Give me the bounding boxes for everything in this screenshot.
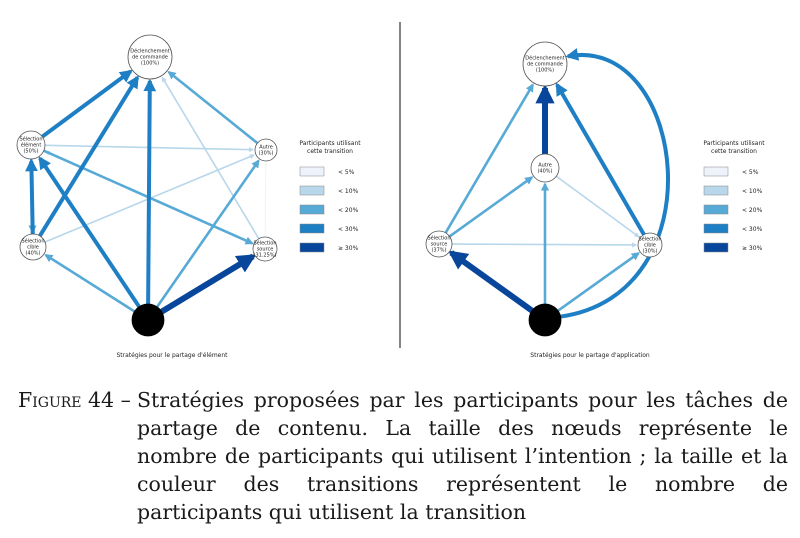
legend-swatch bbox=[300, 186, 324, 195]
legend-title: cette transition bbox=[711, 148, 757, 155]
legend-swatch bbox=[300, 205, 324, 214]
edge-element-autre-to-declenchement bbox=[169, 72, 258, 143]
node-application-start bbox=[529, 304, 561, 336]
node-label-element-selection-element: (50%) bbox=[23, 148, 39, 155]
legend-label: < 5% bbox=[742, 169, 759, 176]
legend-label: < 30% bbox=[338, 226, 359, 233]
node-label-application-autre: (40%) bbox=[537, 168, 553, 175]
node-label-application-selection-cible: cible bbox=[644, 242, 656, 249]
legend-label: < 20% bbox=[742, 207, 763, 214]
node-label-element-selection-source: Sélection bbox=[253, 240, 277, 247]
legend-label: ≥ 30% bbox=[338, 245, 359, 252]
figure-caption bbox=[18, 386, 788, 526]
legend-swatch bbox=[704, 205, 728, 214]
edge-element-selection_source-to-autre bbox=[265, 163, 266, 237]
edge-element-start-to-declenchement bbox=[148, 81, 150, 304]
edge-element-selection_cible-to-selection_element bbox=[31, 161, 32, 234]
node-label-element-declenchement: Déclenchement bbox=[130, 48, 170, 55]
node-label-application-selection-source: (37%) bbox=[431, 247, 447, 254]
node-label-application-selection-source: source bbox=[430, 241, 448, 248]
node-label-element-declenchement: de commande bbox=[132, 54, 168, 61]
legend-swatch bbox=[704, 186, 728, 195]
panel-element-sharing bbox=[17, 35, 277, 359]
subcaption-element: Stratégies pour le partage d'élément bbox=[116, 352, 228, 359]
edges-element bbox=[31, 71, 266, 311]
node-label-element-selection-source: source bbox=[256, 246, 274, 253]
edge-element-start-to-selection_source bbox=[162, 256, 253, 311]
legend-label: < 10% bbox=[338, 188, 359, 195]
legend-swatch bbox=[300, 167, 324, 176]
node-label-element-selection-element: élément bbox=[20, 142, 42, 149]
node-label-element-autre: Autre bbox=[259, 144, 273, 151]
legend-title: Participants utilisant bbox=[299, 140, 361, 147]
legend-element bbox=[299, 140, 361, 252]
legend-title: Participants utilisant bbox=[703, 140, 765, 147]
legend-label: < 10% bbox=[742, 188, 763, 195]
edge-element-selection_element-to-declenchement bbox=[42, 71, 130, 136]
legend-title: cette transition bbox=[307, 148, 353, 155]
node-label-element-selection-cible: cible bbox=[27, 244, 39, 251]
legend-label: < 5% bbox=[338, 169, 355, 176]
node-label-element-autre: (30%) bbox=[258, 150, 274, 157]
edges-application bbox=[446, 55, 668, 317]
node-label-application-selection-cible: Sélection bbox=[638, 236, 662, 243]
legend-swatch bbox=[704, 167, 728, 176]
panel-application-sharing bbox=[426, 42, 668, 359]
caption-text: Stratégies proposées par les participants pour les tâches de partage de contenu. La taille des nœuds représente le nombre de participants qui utilisent l’intention ; la taille et la couleur des transitions représentent le nombre de participants qui utilisent la transition bbox=[137, 388, 788, 524]
legend-swatch bbox=[704, 243, 728, 252]
node-label-element-selection-cible: (40%) bbox=[25, 250, 41, 257]
edge-application-start-to-selection_source bbox=[451, 253, 532, 311]
edge-element-start-to-selection_element bbox=[40, 158, 139, 306]
legend-swatch bbox=[300, 224, 324, 233]
node-label-element-selection-source: (31.25%) bbox=[253, 252, 277, 259]
edge-application-selection_cible-to-declenchement bbox=[557, 85, 644, 235]
node-label-application-selection-source: Sélection bbox=[427, 235, 451, 242]
node-label-application-declenchement: de commande bbox=[527, 61, 563, 68]
edge-application-start-to-selection_cible bbox=[558, 253, 639, 311]
node-label-application-selection-cible: (30%) bbox=[642, 248, 658, 255]
legend-application bbox=[703, 140, 765, 252]
legend-swatch bbox=[704, 224, 728, 233]
node-label-application-declenchement: (100%) bbox=[535, 67, 555, 74]
legend-swatch bbox=[300, 243, 324, 252]
node-label-element-declenchement: (100%) bbox=[140, 60, 160, 67]
legend-label: < 30% bbox=[742, 226, 763, 233]
node-element-start bbox=[132, 304, 164, 336]
edge-application-selection_source-to-declenchement bbox=[446, 85, 533, 233]
node-label-application-autre: Autre bbox=[538, 162, 552, 169]
node-label-element-selection-cible: Sélection bbox=[21, 238, 45, 245]
caption-label: Figure 44 – bbox=[18, 388, 131, 412]
subcaption-application: Stratégies pour le partage d'application bbox=[530, 352, 650, 359]
legend-label: < 20% bbox=[338, 207, 359, 214]
node-label-application-declenchement: Déclenchement bbox=[525, 55, 565, 62]
legend-label: ≥ 30% bbox=[742, 245, 763, 252]
node-label-element-selection-element: Sélection bbox=[19, 136, 43, 143]
